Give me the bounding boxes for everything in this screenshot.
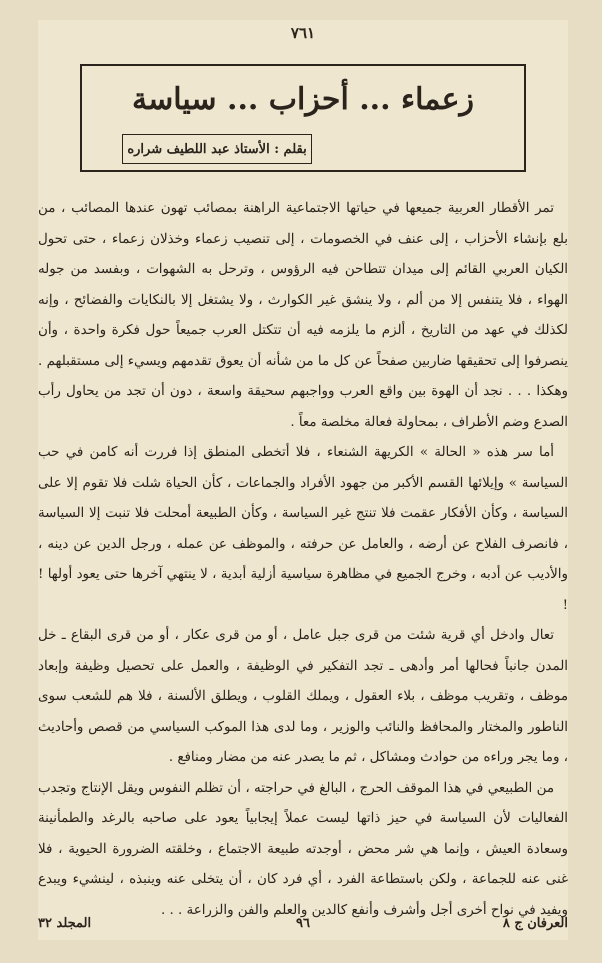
volume-number: المجلد ٣٢ xyxy=(38,916,92,931)
page-number-bottom: ٩٦ xyxy=(296,916,310,931)
paragraph: تمر الأقطار العربية جميعها في حياتها الاجتماعية الراهنة بمصائب تهون عندها المصائب ، من بلع بإنشاء الأحزاب ، إلى عنف في الخصومات ، إلى تنصيب زعماء وخذلان زعماء ، حتى تحول الكيان العربي القائم إلى ميدان تتطاحن فيه الرؤوس ، وترحل به الشهوات ، وبفسد من جوله الهواء ، فلا يتنفس إلا من ألم ، ولا ينشق غير الكوارث ، ولا يشتغل إلا بالنكايات والفضائح ، وإنه لكذلك في عهد من التاريخ ، ألزم ما يلزمه فيه أن تتكتل العرب جميعاً حول فكرة واحدة ، وأن ينصرفوا إلى تحقيقها ضاربين صفحاً عن كل ما من شأنه أن يعوق تقدمهم ويسيء إلى مستقبلهم . وهكذا . . . نجد أن الهوة بين واقع العرب وواجبهم سحيقة واسعة ، دون أن تجد من يحاول رأب الصدع وضم الأطراف ، بمحاولة فعالة مخلصة معاً . xyxy=(38,201,568,430)
page-footer xyxy=(38,912,568,940)
article-body xyxy=(38,194,568,926)
article-title: زعماء ... أحزاب ... سياسة xyxy=(132,82,474,117)
author-byline: بقلم : الأستاذ عبد اللطيف شراره xyxy=(122,134,312,164)
paragraph: أما سر هذه « الحالة » الكريهة الشنعاء ، فلا أتخطى المنطق إذا فررت أنه كامن في حب السياسة » وإيلائها القسم الأكبر من جهود الأفراد والجماعات ، كأن الحياة شلت فلا تقوم إلا على السياسة ، وكأن الأفكار عقمت فلا تنتج غير السياسة ، وكأن الطبيعة أمحلت فلا تنبت إلا السياسة ، فانصرف الفلاح عن أرضه ، والعامل عن حرفته ، والموظف عن عمله ، ورجل الدين عن دينه ، والأديب عن أدبه ، وخرج الجميع في مظاهرة سياسية أزلية أبدية ، لا ينتهي آخرها حتى يعود أولها ! ! xyxy=(38,445,568,613)
page xyxy=(38,20,568,940)
article-header xyxy=(80,64,526,172)
journal-issue: العرفان ج ٨ xyxy=(502,916,568,931)
paragraph: من الطبيعي في هذا الموقف الحرج ، البالغ في حراجته ، أن تظلم النفوس ويقل الإنتاج وتجدب الفعاليات لأن السياسة في حيز ذاتها ليست عملاً إيجابياً يعود على صاحبه بالرغد والطمأنينة وسعادة العيش ، وإنما هي شر محض ، أوجدته طبيعة الاجتماع ، وخلقته الضرورة الحيوية ، فلا غنى عنه للجماعة ، ولكن باستطاعة الفرد ، أي فرد كان ، أن يتخلى عنه وينبذه ، لينشيء ويبدع ويفيد في نواح أخرى أجل وأشرف وأنفع كالدين والعلم والفن والزراعة . . . xyxy=(38,780,568,918)
page-number-top: ٧٦١ xyxy=(290,24,316,42)
paragraph: تعال وادخل أي قرية شئت من قرى جبل عامل ، أو من قرى عكار ، أو من قرى البقاع ـ خل المدن جانباً فحالها أمر وأدهى ـ تجد التفكير في الوظيفة ، والعمل على تحصيل وظيفة وإبعاد موظف ، وتقريب موظف ، بلاء العقول ، ويملك القلوب ، ويطلق الألسنة ، فلا هم للشعب سوى الناطور والمختار والمحافظ والنائب والوزير ، وما لدى هذا الموكب السياسي من قصص وأحاديث ، وما يجر وراءه من حوادث ومشاكل ، ثم ما يصدر عنه من مضار ومنافع . xyxy=(38,628,568,765)
